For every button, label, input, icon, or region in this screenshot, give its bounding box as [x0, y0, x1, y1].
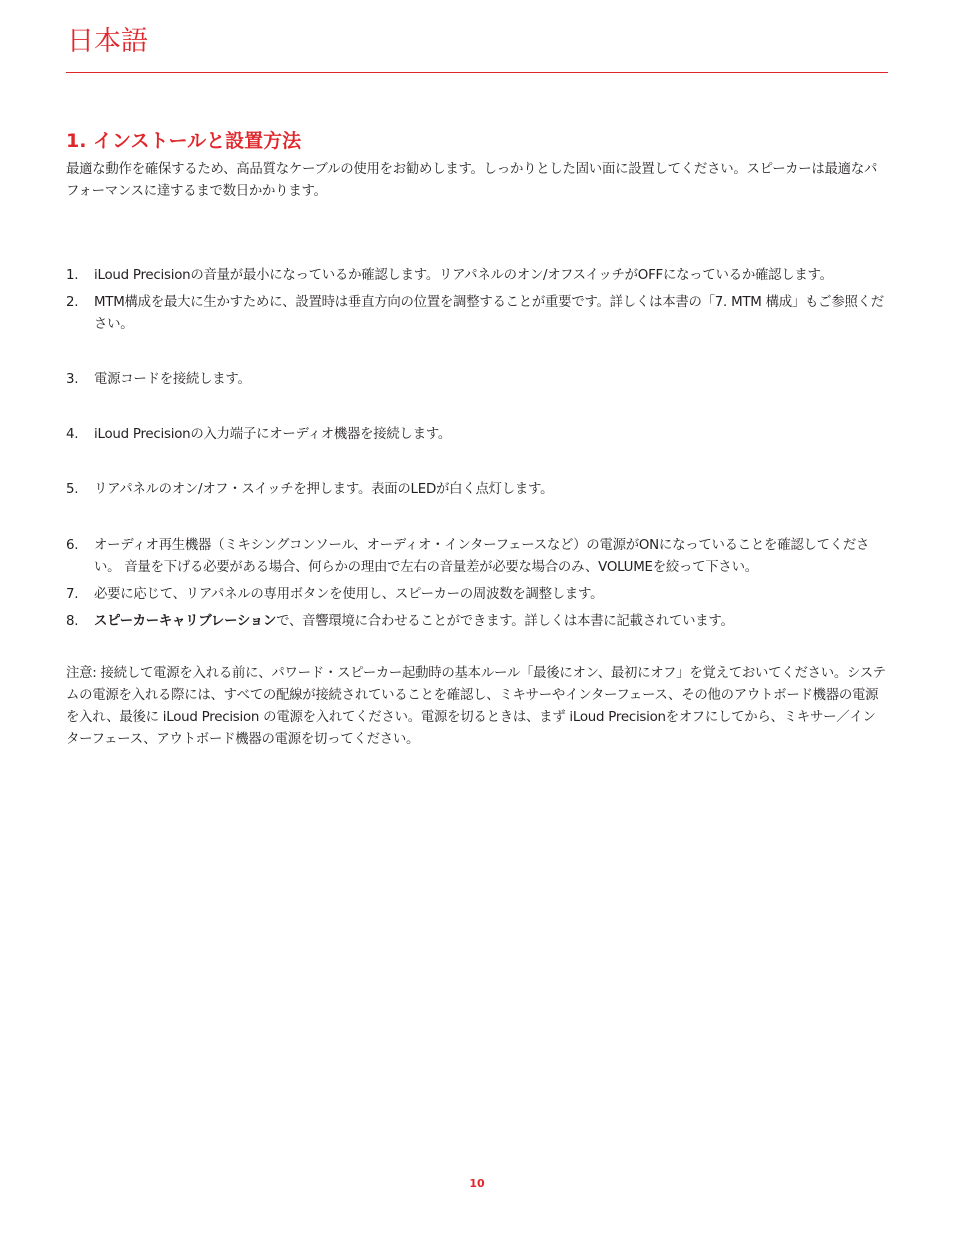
- step-text: MTM構成を最大に生かすために、設置時は垂直方向の位置を調整することが重要です。詳しくは本書の「7. MTM 構成」もご参照ください。: [94, 295, 884, 332]
- step-1: [66, 265, 888, 287]
- step-text: 必要に応じて、リアパネルの専用ボタンを使用し、スピーカーの周波数を調整します。: [94, 587, 604, 602]
- step-number: 3.: [66, 372, 79, 387]
- step-text: 電源コードを接続します。: [94, 372, 251, 387]
- language-title: 日本語: [67, 26, 148, 57]
- step-8: [66, 611, 888, 633]
- step-7: [66, 584, 888, 606]
- step-4: [66, 424, 888, 446]
- step-text: iLoud Precisionの入力端子にオーディオ機器を接続します。: [94, 427, 452, 442]
- step-number: 5.: [66, 482, 79, 497]
- step-2: [66, 292, 888, 336]
- intro-paragraph: 最適な動作を確保するため、高品質なケーブルの使用をお勧めします。しっかりとした固い面に設置してください。スピーカーは最適なパフォーマンスに達するまで数日かかります。: [66, 162, 878, 199]
- step-number: 4.: [66, 427, 79, 442]
- section-heading: 1. インストールと設置方法: [66, 130, 302, 152]
- step-text: リアパネルのオン/オフ・スイッチを押します。表面のLEDが白く点灯します。: [94, 482, 554, 497]
- page-number: 10: [469, 1177, 485, 1190]
- step-number: 6.: [66, 538, 79, 553]
- header-divider: [66, 72, 888, 73]
- step-number: 8.: [66, 614, 79, 629]
- note-paragraph: 注意: 接続して電源を入れる前に、パワード・スピーカー起動時の基本ルール「最後にオン、最初にオフ」を覚えておいてください。システムの電源を入れる際には、すべての配線が接続されていることを確認し、ミキサーやインターフェース、その他のアウトボード機器の電源を入れ、最後に iLoud Precision の電源を入れてください。電源を切るときは、まず iLoud Precisionをオフにしてから、ミキサー／インターフェース、アウトボード機器の電源を切ってください。: [66, 666, 886, 747]
- step-3: [66, 369, 888, 391]
- step-number: 2.: [66, 295, 79, 310]
- step-5: [66, 479, 888, 501]
- step-number: 1.: [66, 268, 79, 283]
- step-6: [66, 535, 888, 579]
- step-text: [94, 611, 888, 633]
- speaker-calibration-term: スピーカーキャリブレーション: [94, 614, 277, 629]
- step-text: iLoud Precisionの音量が最小になっているか確認します。リアパネルのオン/オフスイッチがOFFになっているか確認します。: [94, 268, 833, 283]
- step-text: オーディオ再生機器（ミキシングコンソール、オーディオ・インターフェースなど）の電源がONになっていることを確認してください。 音量を下げる必要がある場合、何らかの理由で左右の音量差が必要な場合のみ、VOLUMEを絞って下さい。: [94, 538, 870, 575]
- step-text-rest: で、音響環境に合わせることができます。詳しくは本書に記載されています。: [276, 614, 734, 629]
- step-number: 7.: [66, 587, 79, 602]
